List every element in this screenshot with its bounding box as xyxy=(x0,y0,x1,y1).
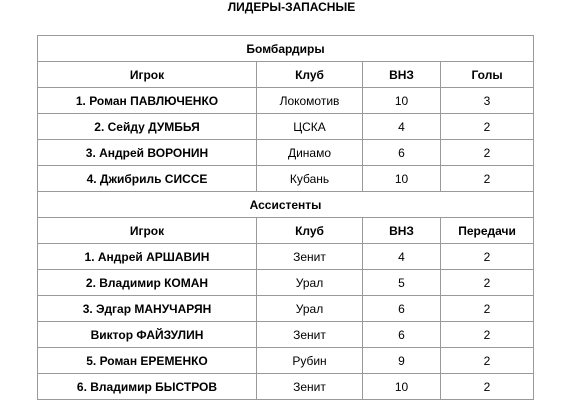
club-name: Локомотив xyxy=(257,88,363,114)
section-row-scorers xyxy=(38,36,534,62)
assists-value: 2 xyxy=(441,374,534,400)
club-name: Урал xyxy=(257,270,363,296)
table-row xyxy=(38,348,534,374)
goals-value: 2 xyxy=(441,166,534,192)
goals-value: 2 xyxy=(441,140,534,166)
club-name: Рубин xyxy=(257,348,363,374)
player-name: 4. Джибриль СИССЕ xyxy=(38,166,257,192)
player-name: 3. Эдгар МАНУЧАРЯН xyxy=(38,296,257,322)
leaders-table xyxy=(37,35,534,400)
club-name: Зенит xyxy=(257,244,363,270)
table-row xyxy=(38,296,534,322)
assists-value: 2 xyxy=(441,348,534,374)
club-name: Зенит xyxy=(257,374,363,400)
player-name: Виктор ФАЙЗУЛИН xyxy=(38,322,257,348)
column-header-club: Клуб xyxy=(257,62,363,88)
assists-value: 2 xyxy=(441,322,534,348)
club-name: Кубань xyxy=(257,166,363,192)
column-header-club: Клуб xyxy=(257,218,363,244)
club-name: Урал xyxy=(257,296,363,322)
vnz-value: 10 xyxy=(363,374,441,400)
goals-value: 2 xyxy=(441,114,534,140)
table-row xyxy=(38,374,534,400)
player-name: 6. Владимир БЫСТРОВ xyxy=(38,374,257,400)
column-header-vnz: ВНЗ xyxy=(363,62,441,88)
header-row-assists xyxy=(38,218,534,244)
vnz-value: 4 xyxy=(363,244,441,270)
column-header-goals: Голы xyxy=(441,62,534,88)
table-row xyxy=(38,88,534,114)
table-row xyxy=(38,270,534,296)
player-name: 2. Владимир КОМАН xyxy=(38,270,257,296)
player-name: 1. Роман ПАВЛЮЧЕНКО xyxy=(38,88,257,114)
column-header-assists: Передачи xyxy=(441,218,534,244)
vnz-value: 4 xyxy=(363,114,441,140)
assists-value: 2 xyxy=(441,270,534,296)
club-name: Зенит xyxy=(257,322,363,348)
vnz-value: 6 xyxy=(363,296,441,322)
player-name: 5. Роман ЕРЕМЕНКО xyxy=(38,348,257,374)
column-header-player: Игрок xyxy=(38,62,257,88)
header-row-scorers xyxy=(38,62,534,88)
vnz-value: 9 xyxy=(363,348,441,374)
table-row xyxy=(38,140,534,166)
table-row xyxy=(38,322,534,348)
assists-value: 2 xyxy=(441,244,534,270)
section-title-scorers: Бомбардиры xyxy=(38,36,534,62)
vnz-value: 6 xyxy=(363,140,441,166)
table-row xyxy=(38,114,534,140)
column-header-vnz: ВНЗ xyxy=(363,218,441,244)
player-name: 1. Андрей АРШАВИН xyxy=(38,244,257,270)
table-row xyxy=(38,166,534,192)
vnz-value: 5 xyxy=(363,270,441,296)
club-name: Динамо xyxy=(257,140,363,166)
page-title: ЛИДЕРЫ-ЗАПАСНЫЕ xyxy=(227,0,356,14)
vnz-value: 6 xyxy=(363,322,441,348)
player-name: 3. Андрей ВОРОНИН xyxy=(38,140,257,166)
section-title-assists: Ассистенты xyxy=(38,192,534,218)
goals-value: 3 xyxy=(441,88,534,114)
club-name: ЦСКА xyxy=(257,114,363,140)
player-name: 2. Сейду ДУМБЬЯ xyxy=(38,114,257,140)
table-row xyxy=(38,244,534,270)
vnz-value: 10 xyxy=(363,166,441,192)
column-header-player: Игрок xyxy=(38,218,257,244)
section-row-assists xyxy=(38,192,534,218)
vnz-value: 10 xyxy=(363,88,441,114)
assists-value: 2 xyxy=(441,296,534,322)
